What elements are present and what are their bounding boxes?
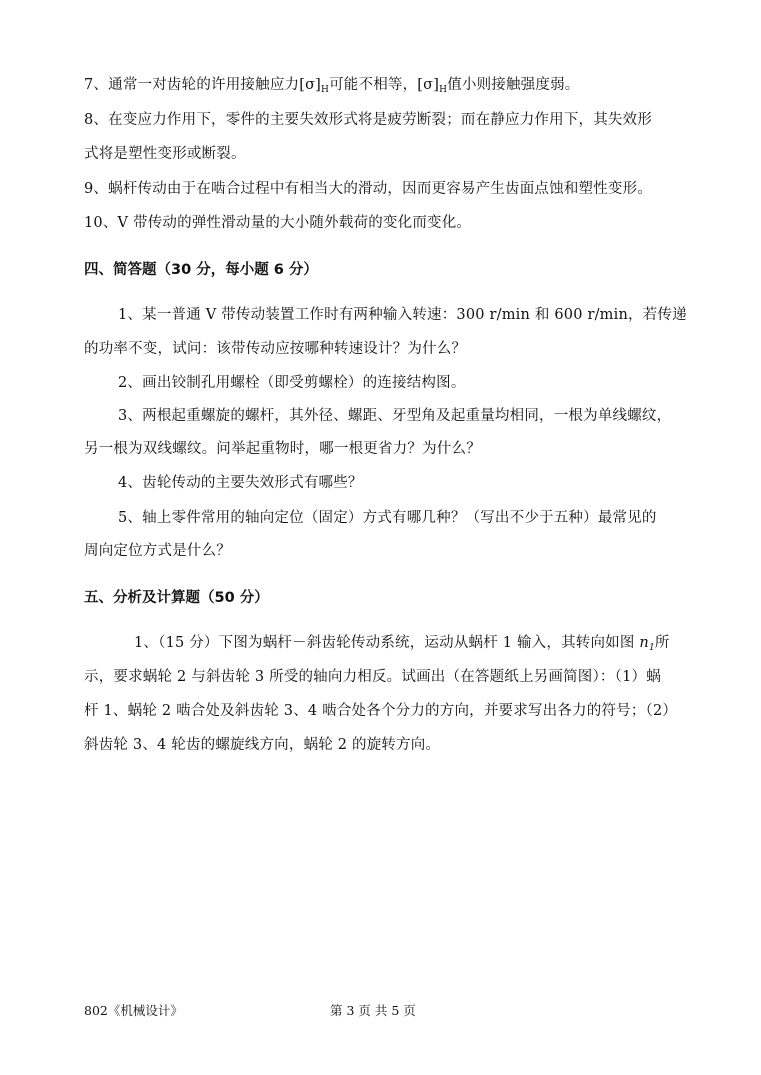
- item-7-prefix: 7、通常一对齿轮的许用接触应力[σ]: [84, 77, 322, 93]
- symbol-n-subscript: 1: [648, 643, 655, 653]
- q5-1-line-3: 杆 1、蜗轮 2 啮合处及斜齿轮 3、4 啮合处各个分力的方向，并要求写出各力的符号；（2）: [84, 703, 678, 719]
- item-10: 10、V 带传动的弹性滑动量的大小随外载荷的变化而变化。: [84, 215, 472, 231]
- q5-1-line-1-suffix: 所: [654, 635, 670, 651]
- q5-1-line-1-prefix: 1、（15 分）下图为蜗杆－斜齿轮传动系统，运动从蜗杆 1 输入，其转向如图: [134, 635, 640, 651]
- q4-3-line-2: 另一根为双线螺纹。问举起重物时，哪一根更省力？为什么？: [84, 441, 481, 457]
- item-7-subscript-1: H: [321, 85, 330, 95]
- q4-2: 2、画出铰制孔用螺栓（即受剪螺栓）的连接结构图。: [118, 375, 466, 391]
- item-7: [84, 75, 580, 100]
- q4-5-line-1: 5、轴上零件常用的轴向定位（固定）方式有哪几种？（写出不少于五种）最常见的: [118, 510, 657, 526]
- item-7-middle: 可能不相等，[σ]: [329, 77, 440, 93]
- q5-1-line-4: 斜齿轮 3、4 轮齿的螺旋线方向，蜗轮 2 的旋转方向。: [84, 737, 441, 753]
- q4-1-line-1: 1、某一普通 V 带传动装置工作时有两种输入转速：300 r/min 和 600 r/min，若传递: [118, 307, 687, 323]
- footer-course: 802《机械设计》: [84, 1003, 183, 1018]
- item-9: 9、蜗杆传动由于在啮合过程中有相当大的滑动，因而更容易产生齿面点蚀和塑性变形。: [84, 181, 653, 197]
- footer-page-number: 第 3 页 共 5 页: [330, 1003, 416, 1018]
- q4-1-line-2: 的功率不变，试问：该带传动应按哪种转速设计？为什么？: [84, 341, 467, 357]
- q4-3-line-1: 3、两根起重螺旋的螺杆，其外径、螺距、牙型角及起重量均相同，一根为单线螺纹，: [118, 408, 672, 424]
- q4-5-line-2: 周向定位方式是什么？: [84, 543, 231, 559]
- q5-1-line-2: 示，要求蜗轮 2 与斜齿轮 3 所受的轴向力相反。试画出（在答题纸上另画简图）：（1）蜗: [84, 669, 661, 685]
- q5-1-line-1: [134, 633, 670, 658]
- item-7-suffix: 值小则接触强度弱。: [447, 77, 580, 93]
- item-8-line-2: 式将是塑性变形或断裂。: [84, 146, 246, 162]
- item-7-subscript-2: H: [439, 85, 448, 95]
- section-4-title: 四、简答题（30 分，每小题 6 分）: [84, 262, 318, 278]
- q4-4: 4、齿轮传动的主要失效形式有哪些？: [118, 475, 363, 491]
- section-5-title: 五、分析及计算题（50 分）: [84, 590, 269, 606]
- symbol-n: n: [639, 635, 649, 651]
- item-8-line-1: 8、在变应力作用下，零件的主要失效形式将是疲劳断裂；而在静应力作用下，其失效形: [84, 112, 653, 128]
